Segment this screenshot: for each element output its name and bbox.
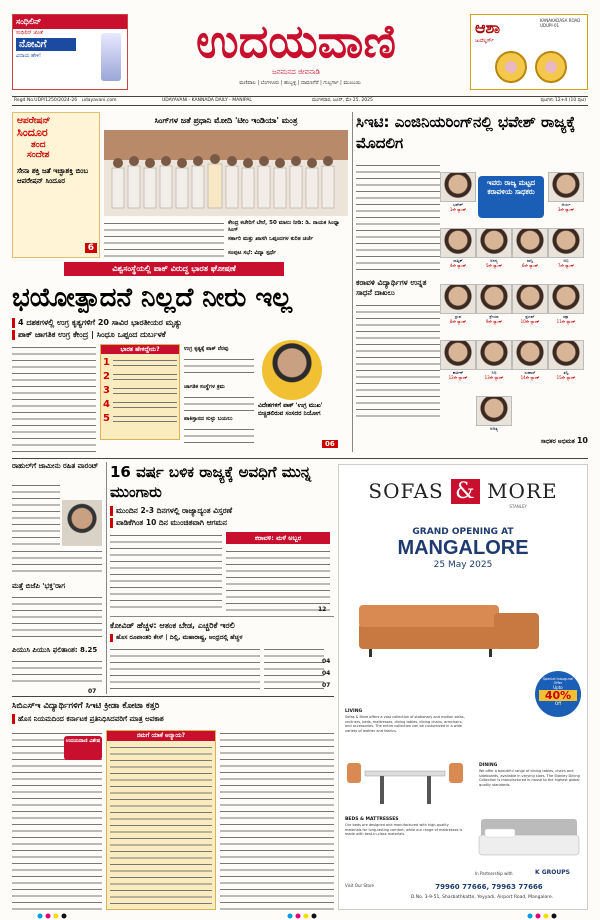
terror-sub2[interactable]: ಪಾಕ್ ಜಾಗತಿಕ ಉಗ್ರ ಕೇಂದ್ರ | ಸಿಂಧೂ ಒಪ್ಪಂದ ದುರ್ಬಳಕೆ [12, 330, 352, 340]
right-ad[interactable] [470, 14, 588, 90]
column-divider [352, 112, 353, 452]
rahul-photo [62, 500, 102, 546]
sindoor-page-ref[interactable]: 6 [85, 243, 97, 253]
ad-phone[interactable]: 79960 77666, 79963 77666 [435, 883, 543, 891]
visit-store: Visit Our Store [345, 883, 374, 888]
column-divider [106, 462, 107, 694]
registration-marks [0, 912, 600, 920]
partner-label: In Partnership with [475, 871, 513, 876]
modi-side-item-3[interactable]: ಸಂಪುಟ ಸಭೆ: ವಿದ್ಯಾ ಸ್ಪರ್ಧೆ [228, 250, 277, 256]
left-ad-line2: ನೋವಿಗೆ [16, 38, 76, 51]
covid-ref-1[interactable]: 04 [322, 658, 331, 665]
monsoon-sub1[interactable]: ಮುಂದಿನ 2-3 ದಿನಗಳಲ್ಲಿ ರಾಜ್ಯಾದ್ಯಂತ ವಿಸ್ತರಣೆ [110, 506, 330, 516]
india-point: 3 [103, 385, 177, 396]
ad-stanley: STANLEY [509, 504, 527, 509]
terror-sub1[interactable]: 4 ದಶಕಗಳಲ್ಲಿ ಉಗ್ರ ಕೃತ್ಯಗಳಿಗೆ 20 ಸಾವಿರ ಭಾರತೀಯರ ಮೃತ್ಯು [12, 318, 352, 328]
cet-footer-label: ಸಾಧಕರ ಅಭಿಮತ [540, 438, 575, 445]
modi-body-text [104, 220, 224, 258]
group-photo-figures [104, 130, 348, 216]
student-tile: ತನ್ವಿ 15ನೇ ರ‍್ಯಾಂಕ್ [548, 340, 584, 380]
cet-body-text-2 [356, 302, 440, 422]
ad-city: MANGALORE [397, 537, 529, 559]
left-ad-product [101, 33, 121, 81]
regd-number: Regd.No.UDP/1250/2024-26 [14, 98, 78, 103]
offer-pct: 40% [539, 690, 577, 701]
group-photo [104, 130, 348, 216]
student-tile: ನಿಧಿ 13ನೇ ರ‍್ಯಾಂಕ್ [476, 340, 512, 380]
masthead-editions: ಮಣಿಪಾಲ | ಬೆಂಗಳೂರು | ಹುಬ್ಬಳ್ಳಿ | ದಾವಣಗೆರೆ | ಗುಲ್ಬರ್ಗಾ | ಮುಂಬಯಿ [239, 80, 361, 86]
student-tile: ಶ್ರೇಯಾ 9ನೇ ರ‍್ಯಾಂಕ್ [476, 284, 512, 324]
monsoon-ref-12[interactable]: 12 [318, 606, 327, 613]
sindoor-title4: ಸಂದೇಶ [27, 150, 50, 160]
right-ad-brand: ಆಶಾ [475, 18, 500, 37]
left-col-ref[interactable]: 07 [88, 688, 97, 695]
sindoor-title3: ತಂದ [31, 140, 46, 150]
left-ad[interactable] [12, 14, 128, 90]
bed-illustration [475, 817, 585, 867]
right-ad-sub: ಜುವೆಲ್ಲರ್ಸ್ [475, 38, 494, 44]
ad-amp: & [451, 479, 480, 504]
monsoon-sub2[interactable]: ವಾಡಿಕೆಗಿಂತ 10 ದಿನ ಮುಂಚಿತವಾಗಿ ಆಗಮನ [110, 518, 330, 528]
coastal-rain-body [226, 548, 330, 612]
left-ad-brand: ಸಂಧಿಲಿನ್ [13, 15, 127, 29]
terror-item-3[interactable]: ಪಾಕಿಸ್ತಾನದ ಸುಳ್ಳು ಬಯಲು [184, 416, 233, 422]
terror-banner: ವಿಶ್ವಸಂಸ್ಥೆಯಲ್ಲಿ ಪಾಕ್ ವಿರುದ್ಧ ಭಾರತ ಘೋಷಣೆ [64, 262, 284, 276]
covid-ref-3[interactable]: 07 [322, 682, 331, 689]
cet-body-text [356, 162, 440, 272]
india-points-title: ಭಾರತ ಹೇಳಿದ್ದೇನು? [101, 345, 179, 354]
terror-quote-page[interactable]: 06 [322, 440, 338, 448]
ad-date: 25 May 2025 [433, 560, 493, 570]
terror-body-text [12, 344, 96, 454]
cet-footer[interactable] [520, 436, 588, 446]
india-points-box [100, 344, 180, 440]
student-tile: ಕಾರ್ತಿಕ್ 12ನೇ ರ‍್ಯಾಂಕ್ [440, 340, 476, 380]
covid-ref-2[interactable]: 04 [322, 670, 331, 677]
sindoor-title1: ಆಪರೇಷನ್ [17, 116, 51, 126]
ad-brand-1: SOFAS [368, 479, 444, 503]
student-tile: ಪ್ರಣವ್ 10ನೇ ರ‍್ಯಾಂಕ್ [512, 284, 548, 324]
terror-item-2[interactable]: ಜಾಗತಿಕ ಸಂಸ್ಥೆಗಳ ಕ್ರಮ [184, 384, 225, 390]
terror-item-2-text [184, 394, 254, 412]
terror-item-1-text [184, 356, 254, 378]
beds-body: Our beds are designed and manufactured with high-quality materials for long-lasting comfort, while our range of mattresses is made with best-in-class materials. [345, 823, 463, 836]
masthead-title[interactable]: ಉದಯವಾಣಿ [196, 14, 396, 68]
sindoor-box[interactable] [12, 112, 100, 258]
modi-side-item-1[interactable]: ಕೇಂದ್ರ ಕಚೇರಿಗೆ ಬೇರೆ, 50 ಮಾಲು ನೀಡಿ: ಡಿ. ನಾಯಕ ಸಿಂಧ್ಯಾ ಸಿಂಗ್ [228, 220, 340, 233]
sofas-more-ad[interactable] [338, 464, 588, 910]
covid-side-body [264, 646, 324, 692]
dining-body: We offer a beautiful range of dining tables, chairs and sideboards, available in varying sizes. The Stanley Dining Collection is manufactured in-house to the highest global quality standards. [479, 769, 580, 787]
cbse-body-2 [220, 730, 334, 910]
edition-label: UDAYAVANI - KANNADA DAILY - MANIPAL [162, 98, 252, 103]
dining-title: DINING [479, 763, 498, 768]
ad-brand [339, 465, 587, 504]
offer-off: Off [555, 701, 561, 706]
living-title: LIVING [345, 709, 363, 714]
sindoor-title2: ಸಿಂದೂರ [17, 126, 48, 139]
date-label: ಮಂಗಳವಾರ, ಜೂನ್, ಮೇ 25, 2025 [312, 98, 373, 103]
coastal-rain-alert[interactable]: ಕರಾವಳಿ: ಮಳೆ ಅಬ್ಬರ [226, 532, 330, 544]
page-count: ಪುಟಗಳು 12+4 (10 ಪುಟ) [540, 98, 586, 103]
sofa-illustration [339, 583, 588, 663]
india-point: 2 [103, 371, 177, 382]
dining-illustration [345, 751, 475, 811]
why-injustice-title: ನಮಗೆ ಯಾಕೆ ಅನ್ಯಾಯ? [107, 731, 215, 741]
sindoor-body: ಸೇನಾ ಶಕ್ತಿ ಜತೆ ಇಚ್ಛಾಶಕ್ತಿ ಬಿಂಬ ಆಪರೇಷನ್ ಸಿಂದೂರ [17, 167, 89, 185]
terror-quote[interactable]: ವಿದೇಶಗಳಿಗೆ ಪಾಕ್ 'ಉಗ್ರ ಮುಖ' ಬಿಚ್ಚಿಡಲಿರುವ ಸಂಸದರ ನಿಯೋಗ [258, 402, 323, 417]
section-divider [12, 458, 588, 459]
divider [110, 616, 334, 617]
cbse-sub[interactable]: ಹೊಸ ನಿಯಮದಿಂದ ಕರ್ನಾಟಕ ಪ್ರತಿನಿಧಿಸಿದವರಿಗೆ ಮಾತ್ರ ಅವಕಾಶ [12, 714, 334, 724]
covid-body [110, 646, 260, 692]
section-divider [12, 696, 334, 697]
offer-badge[interactable] [535, 671, 581, 717]
modi-side-item-2[interactable]: ಸರ್ಕಾರಿ ಮತ್ತು ಖಾಸಗಿ ಒಪ್ಪಂದಗಳ ಕುರಿತ ಚರ್ಚೆ [228, 236, 314, 242]
dateline-bar [12, 96, 588, 106]
student-tile: ಧ್ರುವ 8ನೇ ರ‍್ಯಾಂಕ್ [440, 284, 476, 324]
modi-kicker[interactable]: ಸಿಂಗ್‌ಗಳ ಜತೆ ಪ್ರಧಾನಿ ಮೋದಿ 'ಟೀಂ ಇಂಡಿಯಾ' ಮಂತ್ರ [154, 116, 298, 125]
terror-item-3-text [184, 426, 254, 446]
rahul-headline[interactable]: ರಾಹುಲ್‌ಗೆ ಜಾಮೀನು ರಹಿತ ವಾರಂಟ್ [12, 462, 99, 470]
student-tile: ಆದಿತ್ಯ [476, 396, 512, 431]
ad-grand-opening: GRAND OPENING AT [412, 527, 514, 537]
spokesperson-photo [262, 340, 322, 400]
left-ad-line1: ಸಂಧಿಲಿನ್ ಜೊತೆ [16, 30, 43, 36]
cet-footer-page: 10 [576, 436, 588, 445]
monsoon-headline[interactable]: 16 ವರ್ಷ ಬಳಿಕ ರಾಜ್ಯಕ್ಕೆ ಅವಧಿಗೆ ಮುನ್ನ ಮುಂಗಾರು [110, 463, 312, 501]
india-point: 4 [103, 399, 177, 410]
puc-headline[interactable]: ಪಿಯುಸಿ ಪಿಯುಸಿ ಫಲಿತಾಂಶ: 8.25 [12, 646, 98, 654]
why-injustice-box [106, 730, 216, 910]
living-body: Sofas & More offers a vast collection of stationary and motion sofas, recliners, beds, mattresses, dining tables, dining chairs, armchairs, and accessories. The entire collection can be customized in a wide variety of leather and fabrics. [345, 715, 465, 733]
udayavani-special-badge: ಉದಯವಾಣಿ ವಿಶೇಷ [64, 736, 102, 760]
cet-headline[interactable]: ಸಿಇಟಿ: ಎಂಜಿನಿಯರಿಂಗ್‌ನಲ್ಲಿ ಭವೇಶ್ ರಾಜ್ಯಕ್ಕೆ ಮೊದಲಿಗ [356, 113, 576, 152]
beds-title: BEDS & MATTRESSES [345, 817, 399, 822]
ad-address: D.No. 3-9-51, Sharbathkatte, Yeyyadi, Airport Road, Mangalore. [410, 895, 554, 900]
student-tile: ಅನನ್ಯ 5ನೇ ರ‍್ಯಾಂಕ್ [476, 228, 512, 268]
earring-graphic [481, 47, 581, 87]
covid-headline[interactable]: ಕೋವಿಡ್ ಹೆಚ್ಚಳ: ಆತಂಕ ಬೇಡ, ಎಚ್ಚರಿಕೆ ಇರಲಿ [110, 621, 235, 630]
masthead-tagline: ಜನಮನದ ಜೀವನಾಡಿ [272, 68, 320, 76]
terror-headline[interactable]: ಭಯೋತ್ಪಾದನೆ ನಿಲ್ಲದೆ ನೀರು ಇಲ್ಲ [12, 283, 293, 313]
site-url[interactable]: udayavani.com [82, 98, 117, 103]
cet-subhead[interactable]: ಕರಾವಳಿ ವಿದ್ಯಾರ್ಥಿಗಳ ಉನ್ನತ ಸಾಧನೆ ದಾಖಲು [356, 278, 427, 297]
monsoon-body [110, 532, 222, 612]
puc-body [12, 658, 102, 686]
student-tile: ರಕ್ಷಾ 11ನೇ ರ‍್ಯಾಂಕ್ [548, 284, 584, 324]
why-injustice-text [110, 744, 212, 904]
left-ad-line3: ವಿದಾಯ ಹೇಳಿ! [16, 53, 41, 59]
student-tile: ಸುಹಾಸ್ 14ನೇ ರ‍್ಯಾಂಕ್ [512, 340, 548, 380]
ad-brand-2: MORE [487, 479, 558, 503]
rahul-body-2 [12, 548, 102, 576]
right-ad-addr: KANAKADASA ROAD UDUPI-01 [540, 18, 581, 28]
student-tile: ಅಭಿ 7ನೇ ರ‍್ಯಾಂಕ್ [548, 228, 584, 268]
student-tile: ಭವೇಶ್ 1ನೇ ರ‍್ಯಾಂಕ್ [440, 172, 476, 212]
india-point: 1 [103, 357, 177, 368]
offer-top: Special Inaugural Offer [542, 677, 574, 685]
india-point: 5 [103, 413, 177, 424]
covid-subhead[interactable]: ಹೊಸ ರೂಪಾಂತರಿ ಕೇಸ್‌ | ದಿಲ್ಲಿ, ಮಹಾರಾಷ್ಟ್ರ, ಆಂಧ್ರದಲ್ಲಿ ಹೆಚ್ಚಳ [110, 634, 334, 642]
bjp-headline[interactable]: ಮತ್ತೆ ಬಿಜೆಪಿ 'ಭಕ್ತ'ರಾಗ [12, 582, 66, 590]
partner-name: K GROUPS [535, 869, 570, 876]
terror-item-1[interactable]: ಉಗ್ರ ಕೃತ್ಯಕ್ಕೆ ಪಾಕ್ ನೆರವು [184, 346, 229, 352]
bjp-body [12, 594, 102, 640]
student-tile: ಆರ್ಯ 3ನೇ ರ‍್ಯಾಂಕ್ [548, 172, 584, 212]
student-tile: ಸಾನ್ವಿ 6ನೇ ರ‍್ಯಾಂಕ್ [512, 228, 548, 268]
student-tile: ಸಾತ್ವಿಕ್ 4ನೇ ರ‍್ಯಾಂಕ್ [440, 228, 476, 268]
cbse-banner[interactable]: ಸಿಬಿಎಸ್‌ಇ ವಿದ್ಯಾರ್ಥಿಗಳಿಗೆ ಸಿಇಟಿ ಕ್ರೀಡಾ ಕೋಟಾ ಕತ್ತರಿ [12, 701, 160, 711]
cet-badge: ಇವರು ರಾಜ್ಯ ಮಟ್ಟದ ಕರಾವಳಿಯ ಸಾಧಕರು [478, 176, 544, 218]
offer-upto: Upto [553, 685, 563, 690]
